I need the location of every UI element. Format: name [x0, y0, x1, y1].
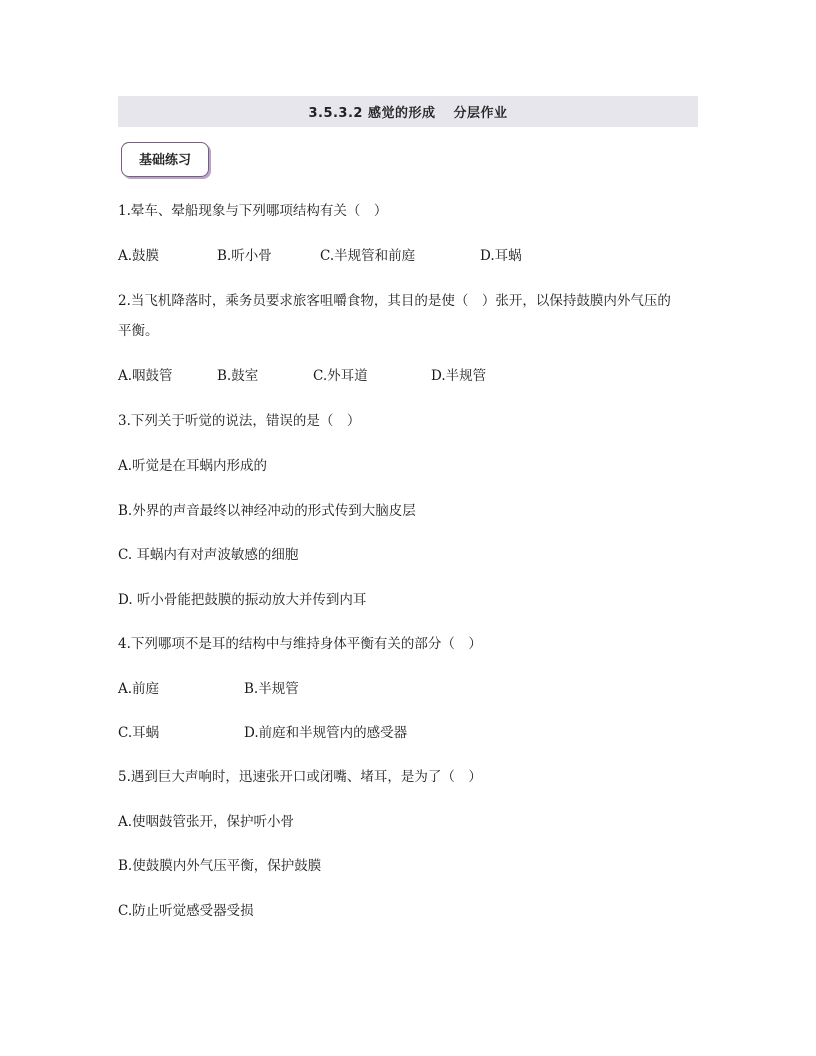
question-5-option-b: B.使鼓膜内外气压平衡，保护鼓膜: [118, 858, 322, 874]
question-2-option-a: A.咽鼓管: [118, 368, 173, 384]
question-3-option-a: A.听觉是在耳蜗内形成的: [118, 458, 268, 474]
question-5-stem: 5.遇到巨大声响时，迅速张开口或闭嘴、堵耳，是为了（ ）: [118, 769, 482, 785]
question-1-option-b: B.听小骨: [217, 248, 272, 264]
question-3-option-c: C. 耳蜗内有对声波敏感的细胞: [118, 547, 299, 563]
question-1-stem: 1.晕车、晕船现象与下列哪项结构有关（ ）: [118, 203, 388, 219]
question-4-option-b: B.半规管: [244, 681, 299, 697]
question-1-option-d: D.耳蜗: [480, 248, 522, 264]
page-subtitle: 分层作业: [453, 106, 508, 121]
question-1-options: [118, 247, 698, 265]
page-title-bar: [118, 96, 698, 127]
page-title: 3.5.3.2 感觉的形成: [308, 106, 436, 121]
question-1-option-c: C.半规管和前庭: [320, 248, 416, 264]
question-4-option-a: A.前庭: [118, 681, 160, 697]
question-2-options: [118, 367, 698, 385]
question-5-option-a: A.使咽鼓管张开，保护听小骨: [118, 814, 295, 830]
question-2-stem-line-1: 2.当飞机降落时，乘务员要求旅客咀嚼食物，其目的是使（ ）张开，以保持鼓膜内外气压的: [118, 293, 671, 309]
question-4-options-row-1: [118, 680, 698, 698]
question-5-option-c: C.防止听觉感受器受损: [118, 903, 254, 919]
question-4-stem: 4.下列哪项不是耳的结构中与维持身体平衡有关的部分（ ）: [118, 636, 482, 652]
question-2-option-b: B.鼓室: [217, 368, 259, 384]
question-3-stem: 3.下列关于听觉的说法，错误的是（ ）: [118, 413, 361, 429]
section-label-box: [121, 142, 209, 177]
section-label: 基础练习: [138, 153, 191, 168]
question-4-options-row-2: [118, 724, 698, 742]
question-4-option-d: D.前庭和半规管内的感受器: [244, 725, 408, 741]
question-3-option-b: B.外界的声音最终以神经冲动的形式传到大脑皮层: [118, 503, 416, 519]
question-4-option-c: C.耳蜗: [118, 725, 160, 741]
question-3-option-d: D. 听小骨能把鼓膜的振动放大并传到内耳: [118, 592, 367, 608]
question-1-option-a: A.鼓膜: [118, 248, 160, 264]
question-2-option-d: D.半规管: [431, 368, 487, 384]
question-2-option-c: C.外耳道: [313, 368, 368, 384]
question-2-stem-line-2: 平衡。: [118, 323, 159, 339]
